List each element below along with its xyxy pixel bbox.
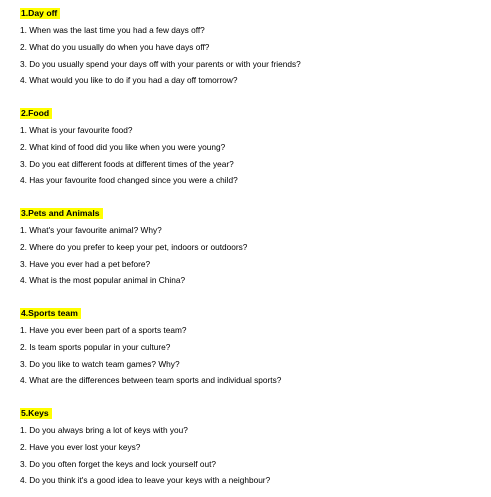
section-heading: 3.Pets and Animals bbox=[20, 208, 103, 219]
question-item: 3. Do you often forget the keys and lock yourself out? bbox=[20, 458, 217, 469]
question-item: 3. Do you usually spend your days off with your parents or with your friends? bbox=[20, 58, 301, 69]
question-item: 4. Has your favourite food changed since you were a child? bbox=[20, 175, 238, 186]
question-item: 2. What kind of food did you like when you were young? bbox=[20, 141, 226, 152]
section-day-off bbox=[20, 3, 301, 92]
question-item: 1. Do you always bring a lot of keys with you? bbox=[20, 425, 188, 435]
question-item: 2. What do you usually do when you have days off? bbox=[20, 41, 210, 52]
question-item: 4. What is the most popular animal in China? bbox=[20, 275, 186, 286]
question-item: 1. What is your favourite food? bbox=[20, 125, 133, 135]
question-item: 3. Do you like to watch team games? Why? bbox=[20, 358, 180, 369]
section-pets-and-animals bbox=[20, 203, 247, 292]
section-sports-team bbox=[20, 303, 281, 392]
question-item: 4. What would you like to do if you had a day off tomorrow? bbox=[20, 75, 238, 86]
question-item: 2. Where do you prefer to keep your pet, indoors or outdoors? bbox=[20, 241, 248, 252]
section-heading: 1.Day off bbox=[20, 8, 60, 19]
question-item: 3. Do you eat different foods at different times of the year? bbox=[20, 158, 234, 169]
question-item: 2. Is team sports popular in your culture? bbox=[20, 341, 171, 352]
question-item: 1. When was the last time you had a few days off? bbox=[20, 25, 205, 35]
question-item: 4. Do you think it's a good idea to leave your keys with a neighbour? bbox=[20, 475, 271, 486]
section-food bbox=[20, 103, 238, 192]
question-item: 2. Have you ever lost your keys? bbox=[20, 441, 141, 452]
question-item: 1. What's your favourite animal? Why? bbox=[20, 225, 162, 235]
section-heading: 4.Sports team bbox=[20, 308, 81, 319]
question-item: 3. Have you ever had a pet before? bbox=[20, 258, 151, 269]
section-heading: 2.Food bbox=[20, 108, 52, 119]
question-item: 4. What are the differences between team sports and individual sports? bbox=[20, 375, 282, 386]
section-keys bbox=[20, 403, 270, 492]
section-heading: 5.Keys bbox=[20, 408, 52, 419]
question-item: 1. Have you ever been part of a sports team? bbox=[20, 325, 187, 335]
